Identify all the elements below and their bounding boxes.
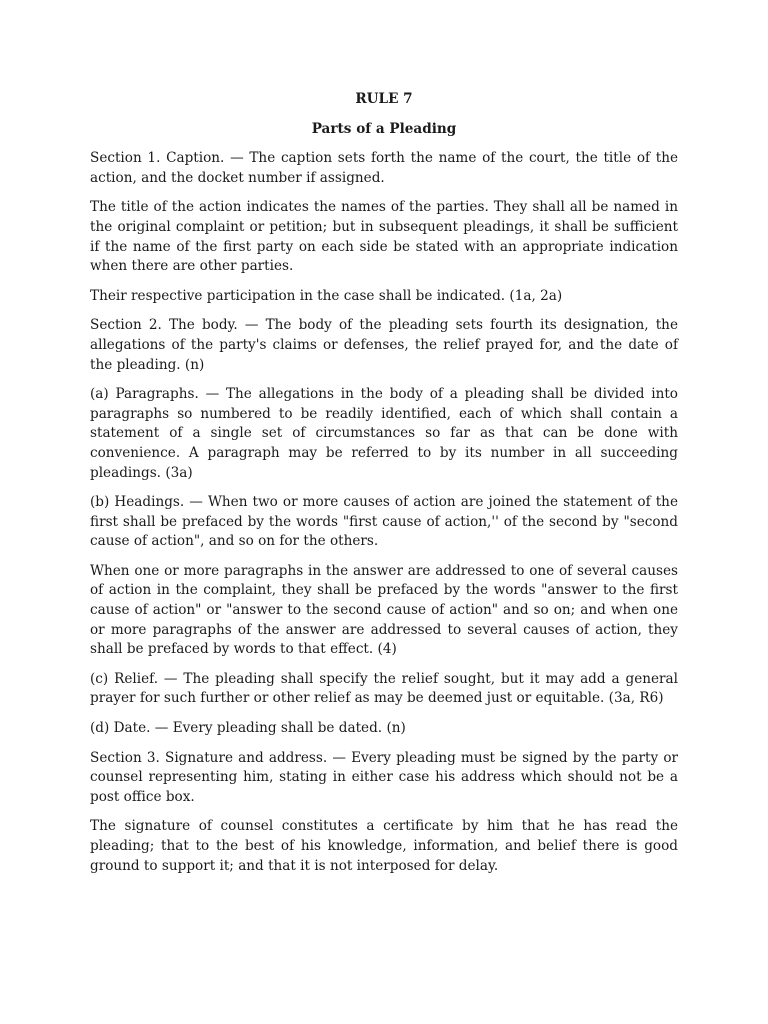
paragraph-participation: Their respective participation in the case shall be indicated. (1a, 2a) bbox=[90, 287, 563, 304]
paragraph-title-of-action: The title of the action indicates the names of the parties. They shall all be named in the original complaint or petition; but in subsequent pleadings, it shall be sufficient if the name of the first party on each side be stated with an appropriate indication when there are other parties. bbox=[90, 199, 678, 275]
paragraph-b-headings: (b) Headings. — When two or more causes of action are joined the statement of the first shall be prefaced by the words "first cause of action,'' of the second by "second cause of action", and so on for the others. bbox=[90, 494, 678, 550]
paragraph-section-1-caption: Section 1. Caption. — The caption sets forth the name of the court, the title of the action, and the docket number if assigned. bbox=[90, 150, 678, 186]
paragraph-answer-causes: When one or more paragraphs in the answer are addressed to one of several causes of action in the complaint, they shall be prefaced by the words "answer to the first cause of action" or "answer to the second cause of action" and so on; and when one or more paragraphs of the answer are addressed to several causes of action, they shall be prefaced by words to that effect. (4) bbox=[90, 562, 678, 658]
paragraph-c-relief: (c) Relief. — The pleading shall specify the relief sought, but it may add a general prayer for such further or other relief as may be deemed just or equitable. (3a, R6) bbox=[90, 670, 678, 707]
document-page bbox=[90, 90, 678, 886]
rule-title: RULE 7 bbox=[355, 91, 413, 107]
paragraph-a-paragraphs: (a) Paragraphs. — The allegations in the body of a pleading shall be divided into paragraphs so numbered to be readily identified, each of which shall contain a statement of a single set of circumstances so far as that can be done with convenience. A paragraph may be referred to by its number in all succeeding pleadings. (3a) bbox=[90, 386, 678, 481]
section-subtitle: Parts of a Pleading bbox=[311, 120, 457, 137]
paragraph-counsel-signature: The signature of counsel constitutes a certificate by him that he has read the pleading; that to the best of his knowledge, information, and belief there is good ground to support it; and that it is not interposed for delay. bbox=[90, 818, 678, 874]
paragraph-section-2-body: Section 2. The body. — The body of the pleading sets fourth its designation, the allegations of the party's claims or defenses, the relief prayed for, and the date of the pleading. (n) bbox=[90, 317, 678, 373]
paragraph-section-3-signature: Section 3. Signature and address. — Every pleading must be signed by the party or counsel representing him, stating in either case his address which should not be a post office box. bbox=[90, 749, 678, 805]
paragraph-d-date: (d) Date. — Every pleading shall be dated. (n) bbox=[90, 720, 406, 737]
